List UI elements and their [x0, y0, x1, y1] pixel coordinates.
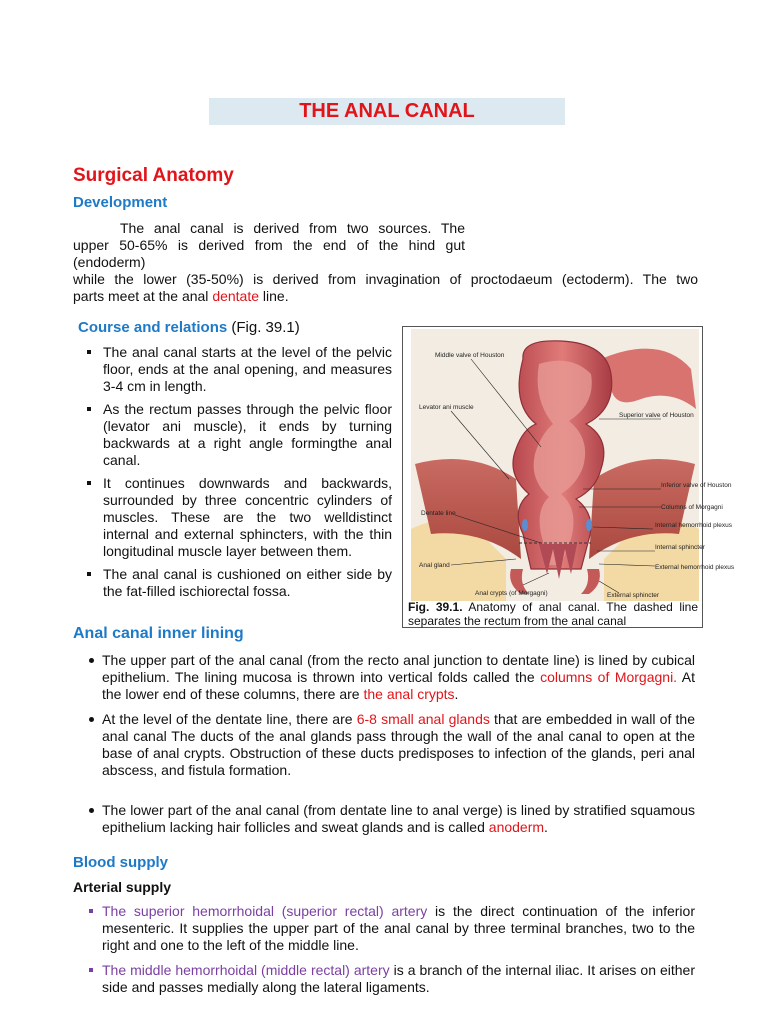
anal-glands-term: 6-8 small anal glands: [356, 711, 490, 727]
anal-crypts-term: the anal crypts: [363, 686, 455, 702]
development-line-2: upper 50-65% is derived from the end of the hind gut: [73, 237, 465, 253]
heading-course-relations: [78, 319, 300, 336]
text-run: line.: [259, 288, 289, 304]
text-run: that are embedded in wall of the anal canal The ducts of the anal glands pass through the wall of the anal canal to open at the base of anal crypts. Obstruction of these ducts predisposes to infection of the glands, peri anal abscess, and fistula formation.: [102, 711, 695, 778]
page-title: THE ANAL CANAL: [209, 98, 565, 125]
list-item: [73, 962, 695, 996]
heading-inner-lining: Anal canal inner lining: [73, 625, 244, 642]
list-item: [73, 711, 695, 779]
figure-caption: [408, 600, 698, 628]
text-run: .: [454, 686, 459, 702]
caption-text: Anatomy of anal canal. The dashed line separates the rectum from the anal canal: [408, 600, 698, 628]
label-anal-crypts: Anal crypts (of Morgagni): [475, 590, 548, 597]
caption-label: Fig. 39.1.: [408, 600, 463, 614]
development-line-4: while the lower (35-50%) is derived from invagination of proctodaeum (ectoderm). The two: [73, 271, 698, 287]
list-item: The anal canal is cushioned on either side by the fat-filled ischiorectal fossa.: [73, 566, 392, 600]
text-run: parts meet at the anal: [73, 288, 213, 304]
label-anal-gland: Anal gland: [419, 562, 450, 569]
list-item: As the rectum passes through the pelvic floor (levator ani muscle), it ends by turning backwards at a right angle formingthe anal canal.: [73, 401, 392, 469]
superior-rectal-artery-term: The superior hemorrhoidal (superior rectal) artery: [102, 903, 428, 919]
dentate-term: dentate: [212, 288, 260, 304]
list-item: It continues downwards and backwards, surrounded by three concentric cylinders of muscles. These are the two welldistinct internal and external sphincters, with the thin longitudinal muscle layer between them.: [73, 475, 392, 560]
section-heading-surgical-anatomy: Surgical Anatomy: [73, 165, 234, 186]
arterial-list: [73, 903, 695, 996]
label-ext-sphincter: External sphincter: [607, 592, 660, 599]
hemorrhoid-plexus-right: [586, 519, 592, 531]
label-columns: Columns of Morgagni: [661, 504, 723, 511]
development-continuation: [73, 271, 698, 305]
development-line-1: The anal canal is derived from two sources. The: [120, 220, 465, 236]
lining-list: [73, 652, 695, 836]
heading-arterial-supply: Arterial supply: [73, 879, 172, 895]
anatomy-illustration: [411, 329, 735, 601]
label-dentate: Dentate line: [421, 510, 456, 517]
development-line-3: (endoderm): [73, 254, 146, 270]
text-run: The upper part of the anal canal (from the recto anal junction to dentate line) is lined by cubical epithelium. The lining mucosa is thrown into vertical folds called the: [102, 652, 695, 685]
course-heading-text: Course and relations: [78, 319, 228, 336]
label-superior-valve: Superior valve of Houston: [619, 412, 694, 419]
middle-rectal-artery-term: The middle hemorrhoidal (middle rectal) artery: [102, 962, 390, 978]
text-run: is a branch of the internal iliac. It arises on either side and passes medially along the lateral ligaments.: [102, 962, 695, 995]
hemorrhoid-plexus-left: [522, 519, 528, 531]
course-list: [73, 344, 392, 600]
list-item: [73, 903, 695, 954]
development-paragraph: [73, 220, 465, 271]
label-inferior-valve: Inferior valve of Houston: [661, 482, 732, 489]
figure-reference: (Fig. 39.1): [227, 319, 300, 336]
label-middle-valve: Middle valve of Houston: [435, 352, 505, 359]
anoderm-term: anoderm: [488, 819, 545, 835]
figure-39-1: [402, 326, 735, 628]
list-item: The anal canal starts at the level of the pelvic floor, ends at the anal opening, and measures 3-4 cm in length.: [73, 344, 392, 395]
text-run: is the direct continuation of the inferior mesenteric. It supplies the upper part of the anal canal by three terminal branches, two to the right and one to the left of the middle line.: [102, 903, 695, 953]
anal-canal-diagram: [411, 329, 735, 601]
heading-development: Development: [73, 194, 168, 211]
text-run: .: [544, 819, 548, 835]
label-levator: Levator ani muscle: [419, 404, 474, 411]
heading-blood-supply: Blood supply: [73, 854, 168, 871]
text-run: At the level of the dentate line, there are: [102, 711, 357, 727]
development-line-5: [73, 288, 698, 305]
list-item: [73, 802, 695, 836]
text-run: The lower part of the anal canal (from dentate line to anal verge) is lined by stratified squamous epithelium lacking hair follicles and sweat glands and is called: [102, 802, 695, 835]
text-run: At the lower end of these columns, there are: [102, 669, 695, 702]
label-int-hemorrhoid: Internal hemorrhoid plexus: [655, 522, 732, 529]
columns-of-morgagni-term: columns of Morgagni.: [540, 669, 678, 685]
label-ext-hemorrhoid: External hemorrhoid plexus: [655, 564, 735, 571]
label-int-sphincter: Internal sphincter: [655, 544, 705, 551]
list-item: [73, 652, 695, 703]
